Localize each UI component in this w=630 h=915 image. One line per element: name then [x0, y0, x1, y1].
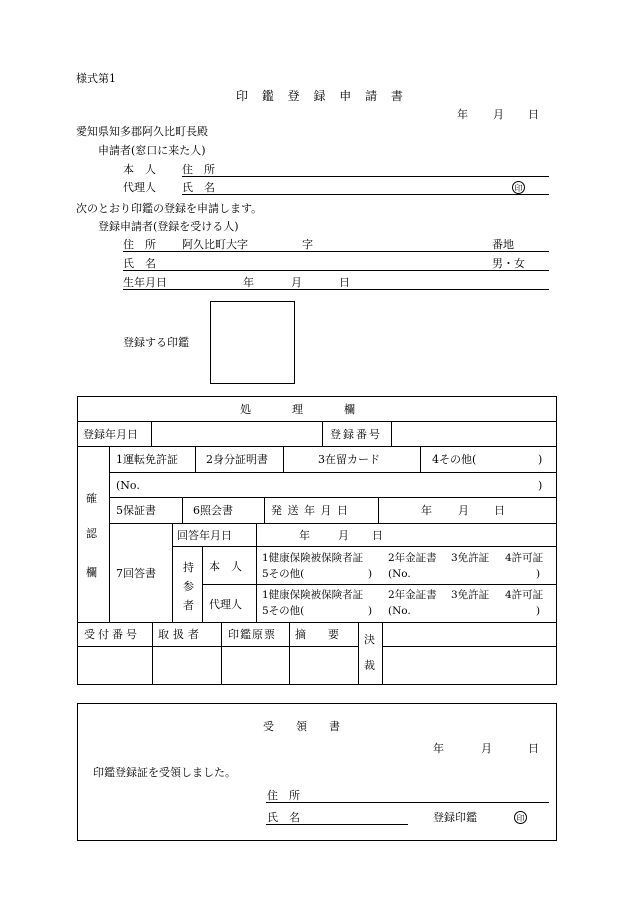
date-year: 年 [457, 108, 468, 121]
bearer-label-3: 者 [183, 599, 194, 612]
doc-answer[interactable]: 7回答書 [116, 567, 156, 580]
processing-title: 処 理 欄 [240, 403, 357, 416]
receipt-seal-label: 登録印鑑 [433, 811, 477, 824]
answer-date-label: 回答年月日 [177, 529, 232, 542]
doc-other-close: ) [538, 453, 543, 466]
receipt-seal-icon: 印 [514, 811, 527, 824]
doc-residence-card[interactable]: 3在留カード [318, 453, 380, 466]
self-id-number-close: ) [536, 568, 541, 580]
applicant-seal-icon: 印 [512, 181, 525, 194]
date-month: 月 [493, 108, 504, 121]
agent-id-number[interactable]: (No. [388, 605, 411, 617]
registrant-banchi: 番地 [492, 238, 514, 251]
applicant-name-line[interactable] [182, 194, 549, 195]
bearer-self-label: 本 人 [209, 560, 242, 573]
remarks-header: 摘 要 [295, 628, 339, 641]
applicant-address-line[interactable] [182, 176, 549, 177]
registrant-birth-month: 月 [291, 276, 302, 289]
doc-number-label[interactable]: (No. [116, 479, 140, 492]
agent-id-3[interactable]: 3免許証 [451, 589, 490, 601]
bearer-label-1: 持 [183, 561, 194, 574]
agent-id-5-close: ) [368, 605, 373, 617]
applicant-self-label: 本 人 [123, 163, 156, 176]
doc-inquiry[interactable]: 6照会書 [193, 504, 233, 517]
receipt-date-day: 日 [528, 742, 539, 755]
seal-record-header: 印鑑原票 [228, 628, 276, 641]
receipt-title: 受 領 書 [263, 720, 340, 733]
reg-date-label: 登録年月日 [83, 428, 138, 441]
processing-table-border [77, 396, 557, 685]
page-title: 印 鑑 登 録 申 請 書 [236, 89, 408, 103]
confirm-label-3: 欄 [86, 566, 97, 579]
applicant-name-label: 氏 名 [182, 181, 215, 194]
receipt-name-label: 氏 名 [267, 811, 300, 824]
answer-date-day: 日 [372, 529, 383, 542]
reg-number-label: 登録番号 [330, 428, 382, 441]
decision-label-2: 裁 [364, 659, 375, 672]
agent-id-4[interactable]: 4許可証 [505, 589, 544, 601]
seal-box-label: 登録する印鑑 [123, 336, 189, 349]
receipt-statement: 印鑑登録証を受領しました。 [93, 766, 236, 779]
receipt-address-label: 住 所 [267, 789, 300, 802]
registrant-name-line[interactable] [123, 270, 549, 271]
self-id-2[interactable]: 2年金証書 [388, 552, 437, 564]
doc-number-close: ) [538, 479, 543, 492]
addressee: 愛知県知多郡阿久比町長殿 [76, 125, 208, 138]
statement: 次のとおり印鑑の登録を申請します。 [76, 202, 263, 215]
decision-label-1: 決 [364, 633, 375, 646]
receipt-name-line[interactable] [266, 824, 408, 825]
send-date-month: 月 [458, 504, 469, 517]
registrant-birth-year: 年 [243, 276, 254, 289]
agent-id-number-close: ) [536, 605, 541, 617]
agent-id-2[interactable]: 2年金証書 [388, 589, 437, 601]
doc-guarantee[interactable]: 5保証書 [116, 504, 156, 517]
self-id-1[interactable]: 1健康保険被保険者証 [262, 552, 364, 564]
send-date-label: 発 送 年 月 日 [271, 504, 349, 517]
agent-id-5[interactable]: 5その他( [262, 605, 305, 617]
doc-other[interactable]: 4その他( [432, 453, 477, 466]
bearer-label-2: 参 [183, 580, 194, 593]
answer-date-month: 月 [338, 529, 349, 542]
form-number: 様式第1 [76, 72, 116, 85]
doc-drivers-license[interactable]: 1運転免許証 [116, 453, 178, 466]
agent-id-1[interactable]: 1健康保険被保険者証 [262, 589, 364, 601]
receipt-date-month: 月 [481, 742, 492, 755]
doc-id-certificate[interactable]: 2身分証明書 [206, 453, 268, 466]
self-id-5-close: ) [368, 568, 373, 580]
registrant-birth-line[interactable] [123, 289, 549, 290]
registrant-heading: 登録申請者(登録を受ける人) [98, 220, 239, 233]
registrant-name-label: 氏 名 [123, 257, 156, 270]
receipt-date-year: 年 [433, 742, 444, 755]
send-date-day: 日 [494, 504, 505, 517]
send-date-year: 年 [421, 504, 432, 517]
applicant-address-label: 住 所 [182, 163, 215, 176]
applicant-heading: 申請者(窓口に来た人) [98, 144, 206, 157]
self-id-4[interactable]: 4許可証 [505, 552, 544, 564]
self-id-5[interactable]: 5その他( [262, 568, 305, 580]
receipt-address-line[interactable] [266, 802, 549, 803]
self-id-number[interactable]: (No. [388, 568, 411, 580]
registrant-birth-label: 生年月日 [123, 276, 167, 289]
registrant-aza: 字 [302, 238, 313, 251]
bearer-agent-label: 代理人 [209, 598, 242, 611]
confirm-label-1: 確 [86, 492, 97, 505]
confirm-label-2: 認 [86, 527, 97, 540]
registrant-town: 阿久比町大字 [182, 238, 248, 251]
self-id-3[interactable]: 3免許証 [451, 552, 490, 564]
applicant-agent-label: 代理人 [123, 181, 156, 194]
registrant-address-line[interactable] [123, 251, 549, 252]
receipt-number-header: 受付番号 [84, 628, 140, 641]
date-day: 日 [528, 108, 539, 121]
handler-header: 取扱者 [158, 628, 203, 641]
registrant-birth-day: 日 [339, 276, 350, 289]
answer-date-year: 年 [299, 529, 310, 542]
seal-impression-box[interactable] [210, 301, 295, 384]
registrant-address-label: 住 所 [123, 238, 156, 251]
registrant-gender[interactable]: 男・女 [492, 257, 525, 270]
